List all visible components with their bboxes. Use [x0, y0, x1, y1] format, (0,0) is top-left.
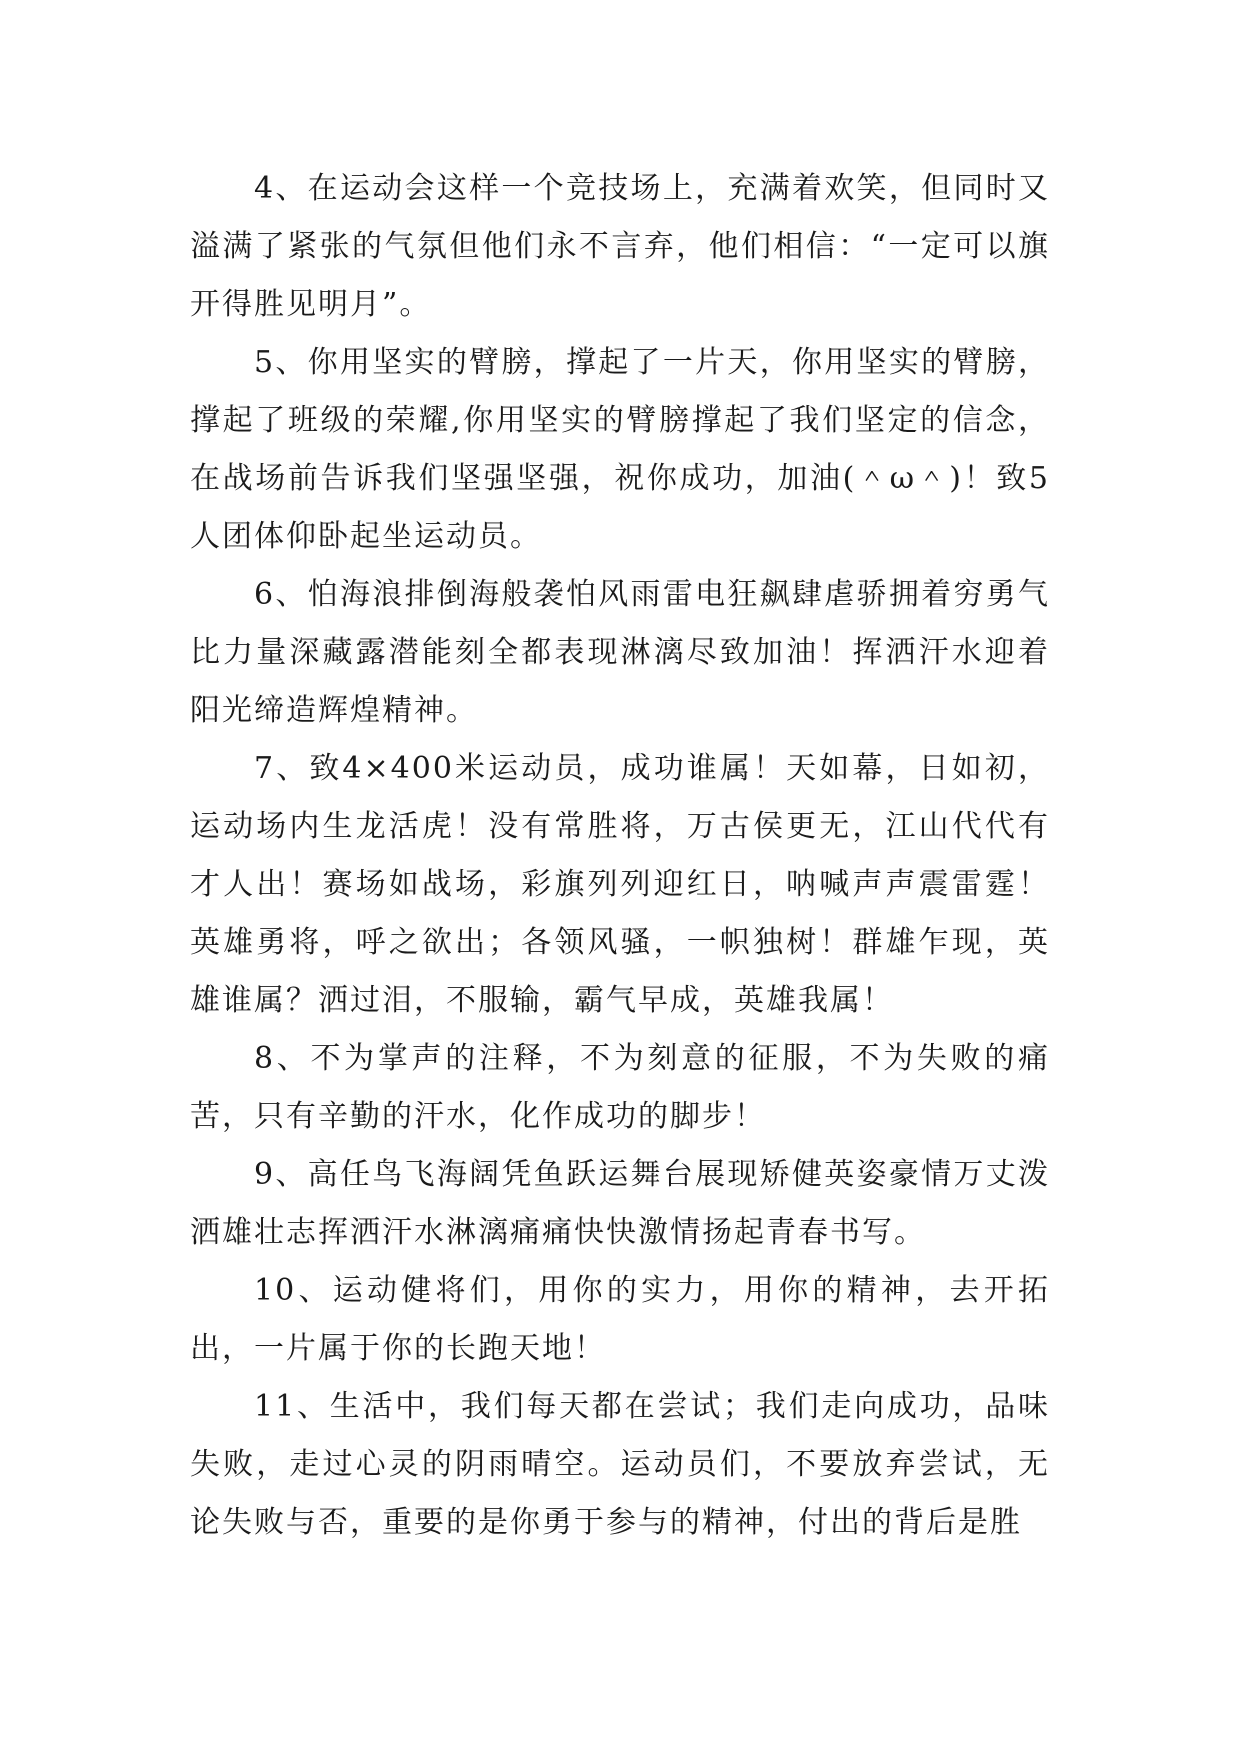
paragraph-7: 7、致4×400米运动员，成功谁属！天如幕，日如初，运动场内生龙活虎！没有常胜将，万古侯更无，江山代代有才人出！赛场如战场，彩旗列列迎红日，呐喊声声震雷霆！英雄勇将，呼之欲出；各领风骚，一帜独树！群雄乍现，英雄谁属？洒过泪，不服输，霸气早成，英雄我属！	[190, 751, 1050, 1018]
paragraph-8: 8、不为掌声的注释，不为刻意的征服，不为失败的痛苦，只有辛勤的汗水，化作成功的脚步！	[190, 1041, 1050, 1134]
paragraph-11: 11、生活中，我们每天都在尝试；我们走向成功，品味失败，走过心灵的阴雨晴空。运动员们，不要放弃尝试，无论失败与否，重要的是你勇于参与的精神，付出的背后是胜	[190, 1389, 1050, 1540]
paragraph-10: 10、运动健将们，用你的实力，用你的精神，去开拓出，一片属于你的长跑天地！	[190, 1273, 1050, 1366]
paragraph-5: 5、你用坚实的臂膀，撑起了一片天，你用坚实的臂膀，撑起了班级的荣耀,你用坚实的臂膀撑起了我们坚定的信念，在战场前告诉我们坚强坚强，祝你成功，加油(＾ω＾)！致5人团体仰卧起坐运动员。	[190, 345, 1050, 554]
paragraph-4: 4、在运动会这样一个竞技场上，充满着欢笑，但同时又溢满了紧张的气氛但他们永不言弃，他们相信：“一定可以旗开得胜见明月”。	[190, 171, 1050, 322]
document-body	[190, 160, 1050, 1552]
paragraph-6: 6、怕海浪排倒海般袭怕风雨雷电狂飙肆虐骄拥着穷勇气比力量深藏露潜能刻全都表现淋漓尽致加油！挥洒汗水迎着阳光缔造辉煌精神。	[190, 577, 1050, 728]
paragraph-9: 9、高任鸟飞海阔凭鱼跃运舞台展现矫健英姿豪情万丈泼洒雄壮志挥洒汗水淋漓痛痛快快激情扬起青春书写。	[190, 1157, 1050, 1250]
